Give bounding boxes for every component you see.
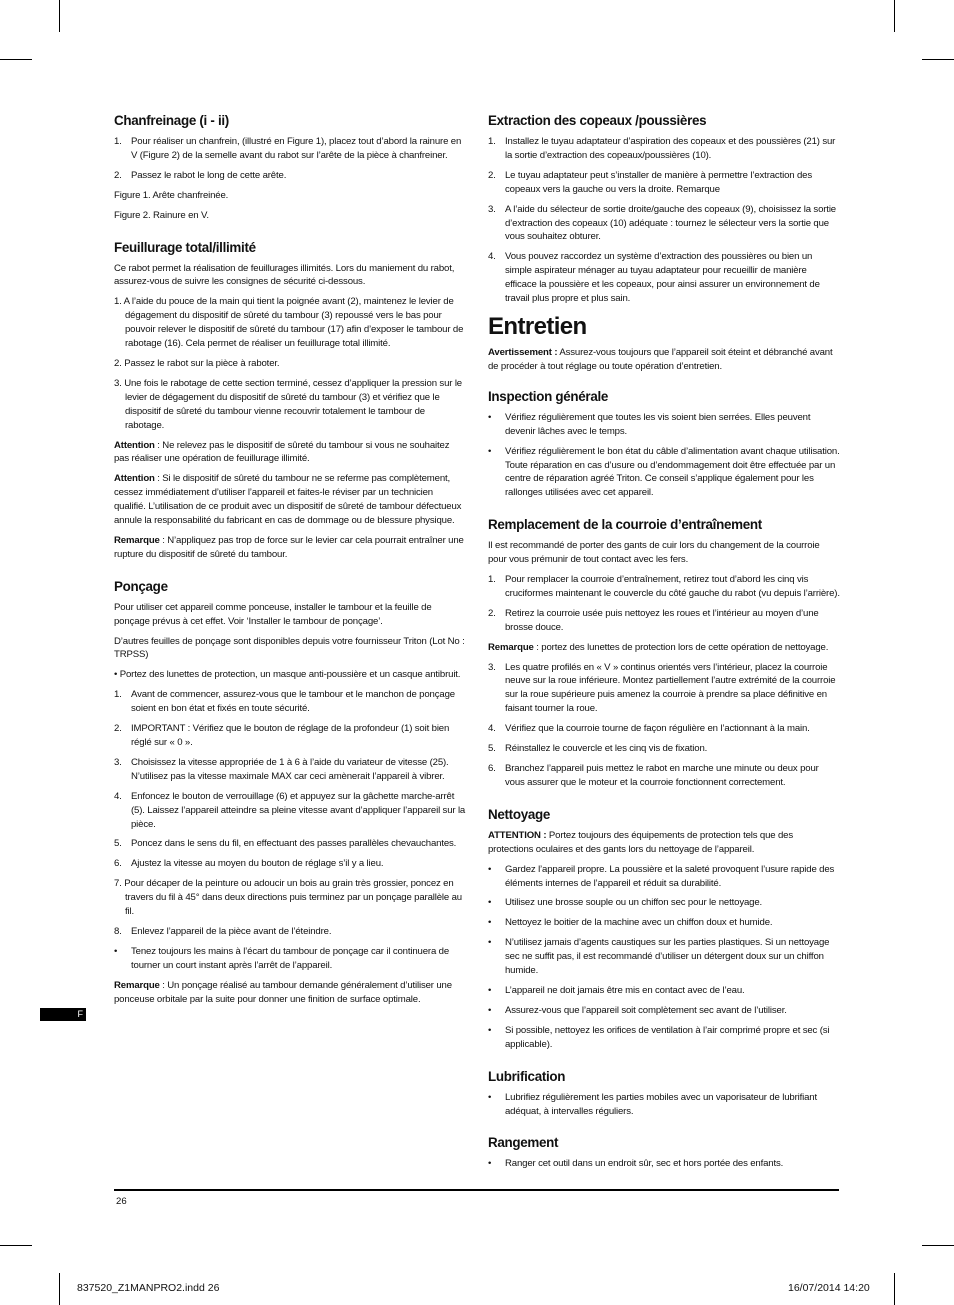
list-item bbox=[114, 945, 466, 973]
left-column bbox=[114, 112, 466, 1013]
list-item bbox=[114, 169, 466, 183]
list-item bbox=[488, 411, 840, 439]
warning-note bbox=[488, 346, 840, 374]
list-marker: 5. bbox=[114, 838, 122, 850]
section-courroie bbox=[488, 516, 840, 790]
section-title: Nettoyage bbox=[488, 806, 551, 822]
section-feuillurage bbox=[114, 239, 466, 562]
note-text: Portez toujours des équipements de protection tels que des protections oculaires et des gants lors du nettoyage de l’appareil. bbox=[488, 829, 793, 855]
list-item bbox=[488, 203, 840, 245]
bullet-list bbox=[488, 863, 840, 1052]
crop-mark bbox=[0, 59, 32, 60]
right-column bbox=[488, 112, 840, 1177]
list-item-text: Vérifiez régulièrement que toutes les vis soient bien serrées. Elles peuvent devenir lâches avec le temps. bbox=[505, 411, 811, 437]
figure-caption: Figure 1. Arête chanfreinée. bbox=[114, 189, 229, 201]
bullet-list bbox=[488, 411, 840, 500]
list-item-text: Pour réaliser un chanfrein, (illustré en Figure 1), placez tout d’abord la rainure en V (Figure 2) de la semelle avant du rabot sur l’arête de la pièce à chanfreiner. bbox=[131, 136, 462, 161]
list-item-text: Passez le rabot le long de cette arête. bbox=[131, 169, 287, 181]
list-item bbox=[488, 936, 840, 978]
list-item-text: Installez le tuyau adaptateur d’aspiration des copeaux et des poussières (21) sur la sortie d’extraction des copeaux/poussières (10). bbox=[505, 136, 836, 161]
list-item-text: Vous pouvez raccordez un système d’extraction des poussières ou bien un simple aspirateur ménager au tuyau adaptateur pour recueillir de manière efficace la poussière et les copeaux, pour ainsi assurer un environnement de travail plus propre et plus sain. bbox=[505, 251, 820, 305]
figure-caption: Figure 2. Rainure en V. bbox=[114, 209, 209, 221]
list-item-text: Nettoyez le boitier de la machine avec un chiffon doux et humide. bbox=[505, 917, 773, 929]
list-item bbox=[488, 916, 840, 930]
list-marker: 4. bbox=[488, 723, 496, 735]
list-marker: 2. bbox=[114, 723, 122, 735]
list-item bbox=[488, 742, 840, 756]
list-item: 2. Passez le rabot sur la pièce à raboter. bbox=[114, 357, 280, 369]
list-item bbox=[114, 135, 466, 163]
list-item-text: Vérifiez que la courroie tourne de façon régulière en l’actionnant à la main. bbox=[505, 723, 810, 735]
list-item bbox=[114, 688, 466, 716]
crop-mark bbox=[894, 0, 895, 32]
list-marker: 1. bbox=[488, 574, 496, 586]
note-label: Remarque bbox=[114, 979, 160, 991]
numbered-list bbox=[488, 661, 840, 790]
list-item bbox=[114, 925, 466, 939]
crop-mark bbox=[0, 1245, 32, 1246]
list-marker: • bbox=[488, 411, 492, 423]
list-item-text: Vérifiez régulièrement le bon état du câble d’alimentation avant chaque utilisation. Toute réparation en cas d’usure ou d’endommagement doit être effectuée par un centre de réparation agréé Triton. Ce conseil s’applique également pour les rallonges utilisées avec cet appareil. bbox=[505, 445, 840, 499]
list-marker: 6. bbox=[114, 858, 122, 870]
note-text: Assurez-vous toujours que l’appareil soit éteint et débranché avant de procéder à tout réglage ou toute opération d’entretien. bbox=[488, 346, 833, 372]
list-item-text: Lubrifiez régulièrement les parties mobiles avec un vaporisateur de lubrifiant adéquat, à intervalles réguliers. bbox=[505, 1091, 817, 1117]
list-item bbox=[488, 169, 840, 197]
list-item bbox=[488, 661, 840, 717]
list-marker: 1. bbox=[488, 136, 496, 147]
list-item: 1. A l’aide du pouce de la main qui tient la poignée avant (2), maintenez le levier de dégagement du dispositif de sûreté du tambour (3) repoussé vers le bas pour pouvoir relever le dispositif de sûreté du tambour (17) afin d’exposer le tambour de rabotage (16). Cela permet de réaliser un feuillurage total illimité. bbox=[114, 296, 464, 350]
list-marker: 3. bbox=[488, 661, 496, 673]
section-entretien bbox=[488, 312, 840, 374]
list-item bbox=[114, 857, 466, 871]
list-item-text: Assurez-vous que l’appareil soit complètement sec avant de l’utiliser. bbox=[505, 1004, 787, 1016]
list-marker: 1. bbox=[114, 689, 122, 701]
language-tab: F bbox=[40, 1008, 86, 1021]
list-marker: • bbox=[488, 1091, 492, 1103]
list-item bbox=[114, 837, 466, 851]
paragraph: • Portez des lunettes de protection, un masque anti-poussière et un casque antibruit. bbox=[114, 669, 461, 681]
remark-note bbox=[114, 979, 466, 1007]
list-marker: • bbox=[488, 1004, 492, 1016]
section-title: Lubrification bbox=[488, 1068, 566, 1084]
list-item bbox=[114, 722, 466, 750]
crop-mark bbox=[894, 1273, 895, 1305]
bullet-list bbox=[488, 1157, 840, 1171]
list-item bbox=[488, 250, 840, 306]
print-slug-date: 16/07/2014 14:20 bbox=[788, 1282, 870, 1294]
page-number: 26 bbox=[116, 1196, 127, 1207]
list-item bbox=[488, 722, 840, 736]
note-label: Avertissement : bbox=[488, 346, 558, 358]
note-text: : Un ponçage réalisé au tambour demande généralement d’utiliser une ponceuse orbitale par la suite pour donner une finition de surface optimale. bbox=[114, 979, 452, 1005]
section-title: Extraction des copeaux /poussières bbox=[488, 113, 707, 128]
list-item-text: Poncez dans le sens du fil, en effectuant des passes parallèles chevauchantes. bbox=[131, 838, 457, 850]
section-poncage bbox=[114, 578, 466, 1007]
list-marker: 8. bbox=[114, 925, 122, 937]
numbered-list bbox=[488, 573, 840, 635]
list-item-text: Pour remplacer la courroie d’entraînement, retirez tout d’abord les cinq vis cruciformes maintenant le couvercle du côté gauche du rabot (vu depuis l’arrière). bbox=[505, 574, 840, 599]
list-marker: 2. bbox=[488, 607, 496, 619]
crop-mark bbox=[922, 59, 954, 60]
section-inspection bbox=[488, 388, 840, 500]
list-marker: • bbox=[488, 863, 492, 875]
list-item bbox=[488, 607, 840, 635]
list-item-text: Gardez l’appareil propre. La poussière et la saleté provoquent l’usure rapide des éléments internes de l’appareil et réduit sa durabilité. bbox=[505, 863, 835, 889]
list-item-text: Branchez l’appareil puis mettez le rabot en marche une minute ou deux pour vous assurer que le moteur et la courroie fonctionnent correctement. bbox=[505, 763, 819, 788]
print-slug-file: 837520_Z1MANPRO2.indd 26 bbox=[77, 1282, 220, 1294]
list-marker: 6. bbox=[488, 763, 496, 774]
numbered-list bbox=[114, 925, 466, 973]
list-marker: 3. bbox=[488, 203, 496, 215]
list-item bbox=[488, 135, 840, 163]
paragraph: Pour utiliser cet appareil comme ponceuse, installer le tambour et la feuille de ponçage prévus à cet effet. Voir ‘Installer le tambour de ponçage’. bbox=[114, 601, 432, 627]
note-text: : portez des lunettes de protection lors de cette opération de nettoyage. bbox=[533, 641, 829, 653]
list-item-text: A l’aide du sélecteur de sortie droite/gauche des copeaux (9), choisissez la sortie d’extraction des copeaux (10) adéquate : tournez le sélecteur vers la sortie que vous souhaitez obturer. bbox=[505, 203, 836, 243]
numbered-list bbox=[114, 295, 466, 432]
note-text: : Si le dispositif de sûreté du tambour ne se referme pas complètement, cessez immédiatement d’utiliser l’appareil et faites-le réviser par un technicien qualifié. L’utilisation de ce produit avec un dispositif de sûreté de tambour défectueux annule la responsabilité du fabricant en cas de dommage ou de blessure physique. bbox=[114, 473, 462, 527]
list-item-text: N’utilisez jamais d’agents caustiques sur les parties plastiques. Si un nettoyage sec ne suffit pas, il est recommandé d’utiliser un détergent doux sur un chiffon humide. bbox=[505, 937, 830, 977]
note-label: Remarque bbox=[488, 641, 534, 653]
list-item bbox=[488, 445, 840, 501]
section-nettoyage bbox=[488, 806, 840, 1052]
note-text: : Ne relevez pas le dispositif de sûreté du tambour si vous ne souhaitez pas réaliser une opération de feuillurage illimité. bbox=[114, 439, 450, 465]
list-item bbox=[488, 573, 840, 601]
list-marker: • bbox=[488, 1158, 492, 1170]
section-title: Ponçage bbox=[114, 578, 168, 594]
list-item-text: Ajustez la vitesse au moyen du bouton de réglage s’il y a lieu. bbox=[131, 858, 384, 870]
list-item-text: Réinstallez le couvercle et les cinq vis de fixation. bbox=[505, 743, 708, 755]
list-marker: 2. bbox=[114, 169, 122, 181]
list-item-text: Le tuyau adaptateur peut s’installer de manière à permettre l’extraction des copeaux vers la gauche ou vers la droite. Remarque bbox=[505, 169, 812, 195]
section-title: Rangement bbox=[488, 1135, 559, 1151]
list-item-text: Tenez toujours les mains à l’écart du tambour de ponçage car il continuera de tourner un court instant après l’arrêt de l’appareil. bbox=[131, 945, 450, 971]
list-marker: 4. bbox=[114, 790, 122, 802]
paragraph: D’autres feuilles de ponçage sont disponibles depuis votre fournisseur Triton (Lot No : TRPSS) bbox=[114, 635, 465, 661]
list-item-text: Choisissez la vitesse appropriée de 1 à 6 à l’aide du variateur de vitesse (25). N’utilisez pas la vitesse maximale MAX car ceci amènerait l’appareil à vibrer. bbox=[131, 756, 449, 782]
note-label: Attention bbox=[114, 439, 155, 451]
list-item-text: Avant de commencer, assurez-vous que le tambour et le manchon de ponçage soient en bon état et fixés en toute sécurité. bbox=[131, 689, 455, 715]
list-item-text: L’appareil ne doit jamais être mis en contact avec de l’eau. bbox=[505, 984, 745, 996]
list-item bbox=[488, 863, 840, 891]
list-marker: 2. bbox=[488, 169, 496, 181]
list-marker: 4. bbox=[488, 251, 496, 263]
list-item bbox=[488, 984, 840, 998]
list-item-text: Les quatre profilés en « V » continus orientés vers l’intérieur, placez la courroie neuve sur la roue inférieure. Montez partiellement l’autre extrémité de la courroie sur la roue supérieure puis amenez la courroie à prendre sa place définitive en faisant tourner la roue. bbox=[505, 661, 836, 715]
crop-mark bbox=[59, 1273, 60, 1305]
numbered-list bbox=[114, 688, 466, 871]
section-chanfreinage bbox=[114, 112, 466, 223]
list-item-text: Utilisez une brosse souple ou un chiffon sec pour le nettoyage. bbox=[505, 897, 763, 909]
list-item-text: Retirez la courroie usée puis nettoyez les roues et l’intérieur au moyen d’une brosse douce. bbox=[505, 607, 819, 633]
list-item: 3. Une fois le rabotage de cette section terminé, cessez d’appliquer la pression sur le levier de dégagement du dispositif de sûreté du tambour (3) et vérifiez que le dispositif de sûreté du tambour vienne recouvrir totalement le tambour de rabotage. bbox=[114, 377, 462, 431]
list-item-text: Enfoncez le bouton de verrouillage (6) et appuyez sur la gâchette marche-arrêt (5). Laissez l’appareil atteindre sa pleine vitesse avant d’appliquer l’appareil sur la pièce. bbox=[131, 790, 466, 830]
section-title: Feuillurage total/illimité bbox=[114, 239, 256, 255]
attention-note bbox=[488, 829, 840, 857]
list-marker: • bbox=[488, 917, 492, 929]
bullet-list bbox=[488, 1091, 840, 1119]
list-item bbox=[488, 1157, 840, 1171]
crop-mark bbox=[59, 0, 60, 32]
list-item-text: Si possible, nettoyez les orifices de ventilation à l’air comprimé propre et sec (si applicable). bbox=[505, 1024, 830, 1050]
section-lubrification bbox=[488, 1068, 840, 1119]
note-text: : N’appliquez pas trop de force sur le levier car cela pourrait entraîner une rupture du dispositif de sûreté du tambour. bbox=[114, 534, 464, 560]
list-marker: 5. bbox=[488, 743, 496, 755]
section-extraction bbox=[488, 112, 840, 306]
list-marker: • bbox=[488, 445, 492, 457]
list-item-text: Enlevez l’appareil de la pièce avant de l’éteindre. bbox=[131, 925, 332, 937]
section-rangement bbox=[488, 1134, 840, 1171]
list-marker: 3. bbox=[114, 756, 122, 768]
list-item-text: IMPORTANT : Vérifiez que le bouton de réglage de la profondeur (1) soit bien réglé sur « 0 ». bbox=[131, 723, 450, 748]
remark-note bbox=[488, 641, 840, 655]
list-marker: • bbox=[488, 984, 492, 996]
list-item bbox=[488, 1004, 840, 1018]
remark-note bbox=[114, 534, 466, 562]
list-marker: • bbox=[488, 937, 492, 949]
paragraph: Il est recommandé de porter des gants de cuir lors du changement de la courroie pour vous prémunir de tout contact avec les fers. bbox=[488, 540, 820, 566]
note-label: Attention bbox=[114, 473, 155, 485]
list-marker: • bbox=[488, 897, 492, 909]
crop-mark bbox=[922, 1245, 954, 1246]
section-title: Chanfreinage (i - ii) bbox=[114, 113, 229, 128]
section-title: Remplacement de la courroie d’entraînement bbox=[488, 517, 762, 533]
list-item-text: Ranger cet outil dans un endroit sûr, sec et hors portée des enfants. bbox=[505, 1158, 784, 1170]
list-item bbox=[488, 896, 840, 910]
chapter-title: Entretien bbox=[488, 312, 587, 340]
note-label: ATTENTION : bbox=[488, 829, 547, 841]
list-marker: 1. bbox=[114, 136, 122, 147]
attention-note bbox=[114, 472, 466, 528]
list-marker: • bbox=[114, 945, 118, 957]
numbered-list bbox=[488, 135, 840, 306]
note-label: Remarque bbox=[114, 534, 160, 546]
list-marker: • bbox=[488, 1024, 492, 1036]
list-item bbox=[488, 1024, 840, 1052]
list-item: 7. Pour décaper de la peinture ou adoucir un bois au grain très grossier, poncez en travers du fil à 45° dans deux directions puis terminez par un ponçage parallèle au fil. bbox=[114, 878, 462, 918]
numbered-list bbox=[114, 135, 466, 183]
section-title: Inspection générale bbox=[488, 388, 609, 404]
list-item bbox=[488, 762, 840, 790]
list-item bbox=[488, 1091, 840, 1119]
list-item bbox=[114, 756, 466, 784]
list-item bbox=[114, 790, 466, 832]
paragraph: Ce rabot permet la réalisation de feuillurages illimités. Lors du maniement du rabot, assurez-vous de suivre les consignes de sécurité ci-dessous. bbox=[114, 262, 455, 288]
attention-note bbox=[114, 439, 466, 467]
footer-rule bbox=[114, 1189, 839, 1191]
